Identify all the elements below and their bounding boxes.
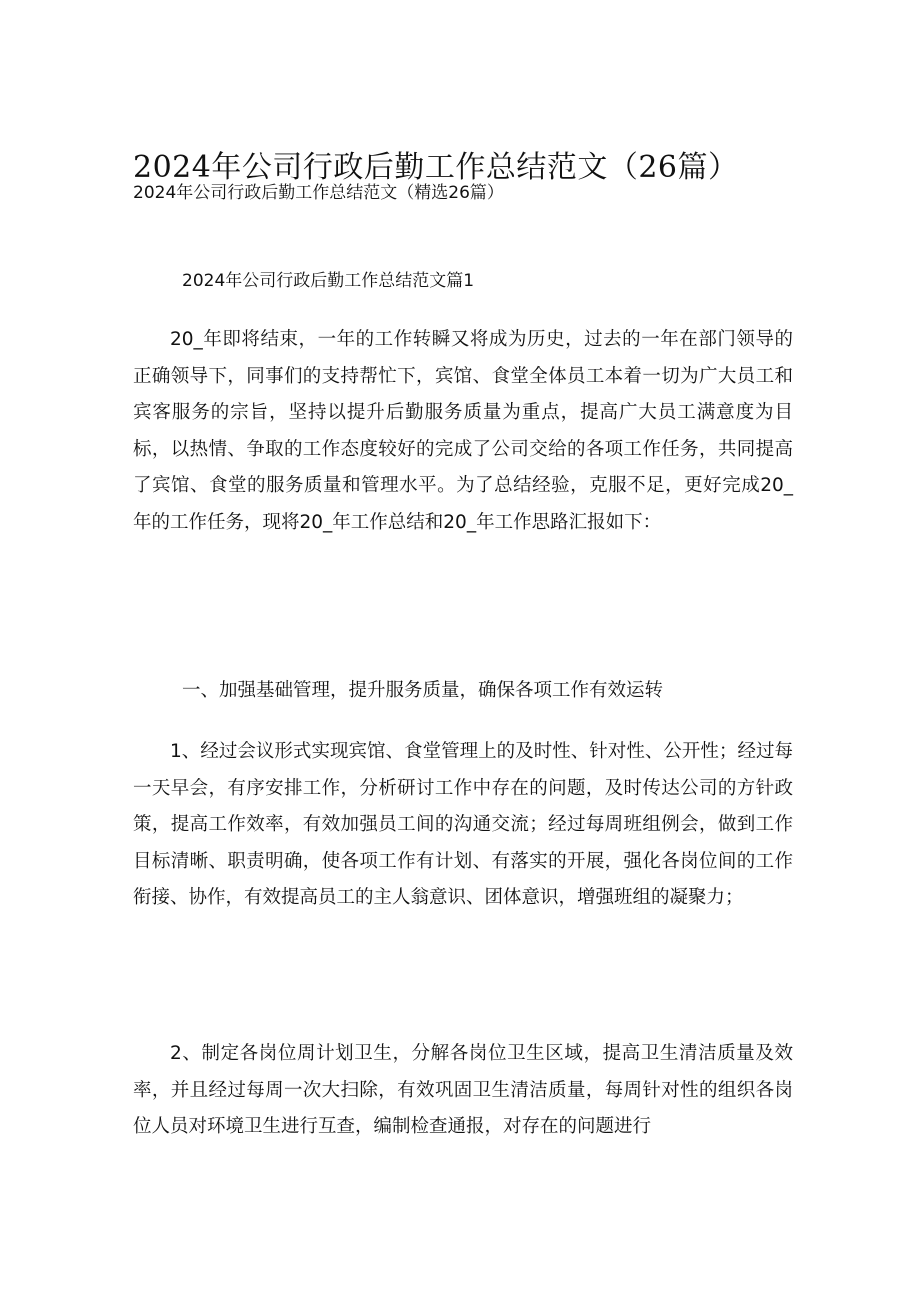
paragraph-item-2: 2、制定各岗位周计划卫生，分解各岗位卫生区域，提高卫生清洁质量及效率，并且经过每周一次大扫除，有效巩固卫生清洁质量，每周针对性的组织各岗位人员对环境卫生进行互查，编制检查通报，对存在的问题进行: [133, 1043, 793, 1137]
paragraph-item-1: 1、经过会议形式实现宾馆、食堂管理上的及时性、针对性、公开性；经过每一天早会，有序安排工作，分析研讨工作中存在的问题，及时传达公司的方针政策，提高工作效率，有效加强员工间的沟通交流；经过每周班组例会，做到工作目标清晰、职责明确，使各项工作有计划、有落实的开展，强化各岗位间的工作衔接、协作，有效提高员工的主人翁意识、团体意识，增强班组的凝聚力；: [133, 741, 793, 908]
subheading-basic-management: 一、加强基础管理，提升服务质量，确保各项工作有效运转: [182, 680, 664, 701]
document-title: 2024年公司行政后勤工作总结范文（26篇）: [133, 150, 739, 185]
section-heading: 2024年公司行政后勤工作总结范文篇1: [182, 271, 475, 291]
paragraph-intro: 20_年即将结束，一年的工作转瞬又将成为历史，过去的一年在部门领导的正确领导下，同事们的支持帮忙下，宾馆、食堂全体员工本着一切为广大员工和宾客服务的宗旨，坚持以提升后勤服务质量为重点，提高广大员工满意度为目标，以热情、争取的工作态度较好的完成了公司交给的各项工作任务，共同提高了宾馆、食堂的服务质量和管理水平。为了总结经验，克服不足，更好完成20_年的工作任务，现将20_年工作总结和20_年工作思路汇报如下：: [133, 329, 793, 533]
document-subtitle: 2024年公司行政后勤工作总结范文（精选26篇）: [133, 183, 504, 203]
